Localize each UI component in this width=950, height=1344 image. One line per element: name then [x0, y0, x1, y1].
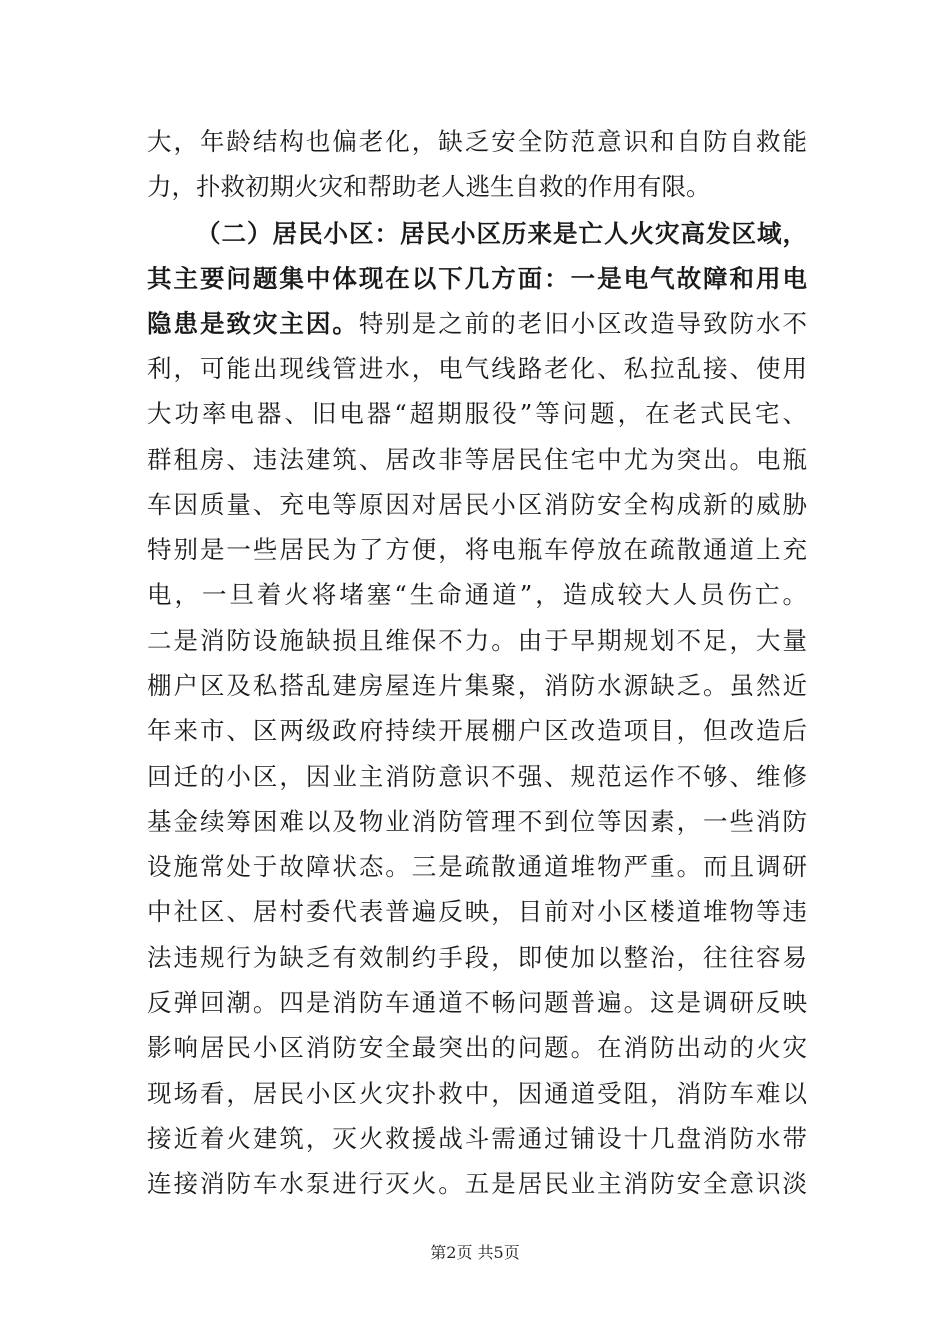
body-text-line: 特别是一些居民为了方便，将电瓶车停放在疏散通道上充 — [147, 535, 807, 564]
body-text-line: 大，年龄结构也偏老化，缺乏安全防范意识和自防自救能 — [147, 127, 807, 156]
body-text-line: 电，一旦着火将堵塞“生命通道”，造成较大人员伤亡。 — [147, 580, 807, 609]
body-text-line: 现场看，居民小区火灾扑救中，因通道受阻，消防车难以 — [147, 1079, 807, 1108]
body-text-run: 特别是之前的老旧小区改造导致防水不 — [358, 309, 808, 338]
body-text-line: 年来市、区两级政府持续开展棚户区改造项目，但改造后 — [147, 716, 807, 745]
body-text-line: 棚户区及私搭乱建房屋连片集聚，消防水源缺乏。虽然近 — [147, 671, 807, 700]
body-text-line: 接近着火建筑，灭火救援战斗需通过铺设十几盘消防水带 — [147, 1124, 807, 1153]
body-text-line: 设施常处于故障状态。三是疏散通道堆物严重。而且调研 — [147, 852, 807, 881]
section-heading-line: （二）居民小区：居民小区历来是亡人火灾高发区域， — [196, 219, 807, 248]
body-text-line: 力，扑救初期火灾和帮助老人逃生自救的作用有限。 — [147, 172, 711, 201]
section-heading-line: 其主要问题集中体现在以下几方面：一是电气故障和用电 — [147, 264, 807, 293]
body-text-line: 二是消防设施缺损且维保不力。由于早期规划不足，大量 — [147, 626, 807, 655]
body-text-line: 反弹回潮。四是消防车通道不畅问题普遍。这是调研反映 — [147, 988, 807, 1017]
bold-text-run: 隐患是致灾主因。 — [147, 309, 359, 338]
body-text-line: 回迁的小区，因业主消防意识不强、规范运作不够、维修 — [147, 762, 807, 791]
body-text-line: 连接消防车水泵进行灭火。五是居民业主消防安全意识淡 — [147, 1169, 807, 1198]
body-text-line: 群租房、违法建筑、居改非等居民住宅中尤为突出。电瓶 — [147, 445, 807, 474]
body-text-line — [147, 306, 807, 342]
page-number-footer: 第2页 共5页 — [430, 1243, 520, 1262]
body-text-line: 基金续筹困难以及物业消防管理不到位等因素，一些消防 — [147, 807, 807, 836]
body-text-line: 利，可能出现线管进水，电气线路老化、私拉乱接、使用 — [147, 354, 807, 383]
body-text-line: 影响居民小区消防安全最突出的问题。在消防出动的火灾 — [147, 1033, 807, 1062]
body-text-line: 中社区、居村委代表普遍反映，目前对小区楼道堆物等违 — [147, 897, 807, 926]
body-text-line: 法违规行为缺乏有效制约手段，即使加以整治，往往容易 — [147, 943, 807, 972]
body-text-line: 车因质量、充电等原因对居民小区消防安全构成新的威胁 — [147, 490, 807, 519]
body-text-line: 大功率电器、旧电器“超期服役”等问题，在老式民宅、 — [147, 399, 807, 428]
